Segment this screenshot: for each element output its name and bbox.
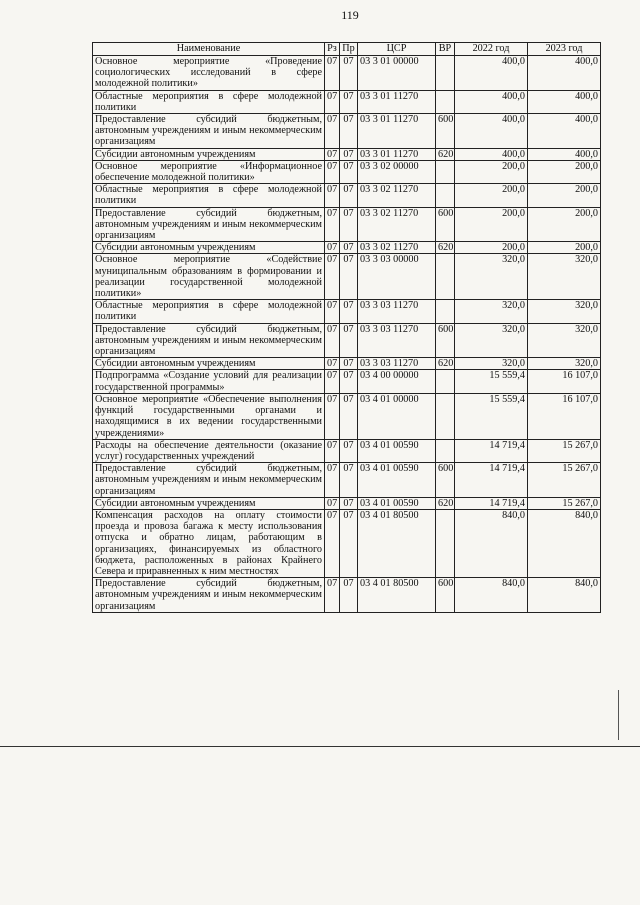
row-pr: 07 (340, 207, 358, 242)
row-csr: 03 3 02 11270 (358, 242, 436, 254)
row-rz: 07 (325, 300, 340, 323)
row-vr (436, 509, 455, 577)
row-vr: 600 (436, 463, 455, 498)
header-2023: 2023 год (528, 43, 601, 56)
row-name: Субсидии автономным учреждениям (93, 358, 325, 370)
row-vr: 600 (436, 323, 455, 358)
row-amount-2023: 200,0 (528, 184, 601, 207)
row-name: Областные мероприятия в сфере молодежной политики (93, 184, 325, 207)
row-rz: 07 (325, 148, 340, 160)
row-amount-2023: 840,0 (528, 509, 601, 577)
row-name: Подпрограмма «Создание условий для реализации государственной программы» (93, 370, 325, 393)
row-rz: 07 (325, 393, 340, 439)
budget-table (92, 42, 601, 613)
row-vr (436, 439, 455, 462)
row-pr: 07 (340, 300, 358, 323)
row-pr: 07 (340, 160, 358, 183)
row-amount-2022: 400,0 (455, 148, 528, 160)
row-csr: 03 4 01 80500 (358, 509, 436, 577)
table-row (93, 184, 601, 207)
row-amount-2022: 200,0 (455, 184, 528, 207)
row-pr: 07 (340, 254, 358, 300)
row-vr (436, 300, 455, 323)
row-vr: 600 (436, 114, 455, 149)
table-row (93, 463, 601, 498)
row-pr: 07 (340, 578, 358, 613)
row-amount-2023: 320,0 (528, 254, 601, 300)
row-vr (436, 184, 455, 207)
row-csr: 03 3 01 00000 (358, 56, 436, 91)
row-amount-2023: 400,0 (528, 148, 601, 160)
margin-mark (618, 690, 619, 740)
row-pr: 07 (340, 370, 358, 393)
row-pr: 07 (340, 463, 358, 498)
row-name: Предоставление субсидий бюджетным, автономным учреждениям и иным некоммерческим организациям (93, 114, 325, 149)
row-vr (436, 393, 455, 439)
row-amount-2022: 400,0 (455, 114, 528, 149)
header-2022: 2022 год (455, 43, 528, 56)
row-name: Субсидии автономным учреждениям (93, 148, 325, 160)
row-csr: 03 3 03 11270 (358, 323, 436, 358)
row-csr: 03 4 01 00590 (358, 463, 436, 498)
row-amount-2023: 16 107,0 (528, 393, 601, 439)
row-amount-2022: 320,0 (455, 254, 528, 300)
row-pr: 07 (340, 56, 358, 91)
table-row (93, 323, 601, 358)
row-pr: 07 (340, 497, 358, 509)
table-row (93, 160, 601, 183)
row-pr: 07 (340, 439, 358, 462)
row-csr: 03 3 02 11270 (358, 207, 436, 242)
row-amount-2023: 200,0 (528, 160, 601, 183)
row-amount-2023: 16 107,0 (528, 370, 601, 393)
table-row (93, 439, 601, 462)
row-vr (436, 56, 455, 91)
table-row (93, 497, 601, 509)
row-rz: 07 (325, 242, 340, 254)
row-amount-2022: 14 719,4 (455, 497, 528, 509)
row-amount-2022: 400,0 (455, 56, 528, 91)
row-csr: 03 3 01 11270 (358, 148, 436, 160)
row-vr: 620 (436, 497, 455, 509)
row-vr: 620 (436, 242, 455, 254)
row-name: Областные мероприятия в сфере молодежной политики (93, 300, 325, 323)
row-rz: 07 (325, 370, 340, 393)
row-pr: 07 (340, 148, 358, 160)
row-amount-2023: 200,0 (528, 242, 601, 254)
row-pr: 07 (340, 90, 358, 113)
row-amount-2023: 320,0 (528, 323, 601, 358)
table-row (93, 114, 601, 149)
row-amount-2023: 840,0 (528, 578, 601, 613)
row-amount-2022: 15 559,4 (455, 393, 528, 439)
row-rz: 07 (325, 90, 340, 113)
table-row (93, 300, 601, 323)
row-name: Основное мероприятие «Проведение социологических исследований в сфере молодежной политики» (93, 56, 325, 91)
row-amount-2022: 840,0 (455, 509, 528, 577)
row-name: Субсидии автономным учреждениям (93, 497, 325, 509)
row-pr: 07 (340, 393, 358, 439)
table-row (93, 207, 601, 242)
row-vr (436, 370, 455, 393)
table-row (93, 578, 601, 613)
row-pr: 07 (340, 509, 358, 577)
row-rz: 07 (325, 509, 340, 577)
row-amount-2022: 200,0 (455, 207, 528, 242)
table-row (93, 370, 601, 393)
divider-line (0, 746, 640, 747)
row-csr: 03 3 02 11270 (358, 184, 436, 207)
row-amount-2023: 320,0 (528, 300, 601, 323)
row-rz: 07 (325, 463, 340, 498)
row-vr: 600 (436, 578, 455, 613)
row-rz: 07 (325, 254, 340, 300)
row-rz: 07 (325, 207, 340, 242)
row-rz: 07 (325, 578, 340, 613)
row-amount-2023: 400,0 (528, 90, 601, 113)
row-csr: 03 3 03 00000 (358, 254, 436, 300)
row-amount-2022: 15 559,4 (455, 370, 528, 393)
row-name: Расходы на обеспечение деятельности (оказание услуг) государственных учреждений (93, 439, 325, 462)
row-rz: 07 (325, 497, 340, 509)
row-rz: 07 (325, 439, 340, 462)
row-amount-2023: 15 267,0 (528, 439, 601, 462)
row-amount-2022: 14 719,4 (455, 439, 528, 462)
row-csr: 03 4 01 00590 (358, 497, 436, 509)
row-amount-2022: 200,0 (455, 160, 528, 183)
row-vr (436, 160, 455, 183)
row-amount-2022: 320,0 (455, 300, 528, 323)
row-pr: 07 (340, 184, 358, 207)
table-row (93, 393, 601, 439)
row-csr: 03 4 01 00000 (358, 393, 436, 439)
row-vr (436, 90, 455, 113)
row-rz: 07 (325, 56, 340, 91)
row-amount-2023: 400,0 (528, 56, 601, 91)
row-amount-2023: 320,0 (528, 358, 601, 370)
table-row (93, 509, 601, 577)
row-rz: 07 (325, 184, 340, 207)
row-name: Предоставление субсидий бюджетным, автономным учреждениям и иным некоммерческим организациям (93, 463, 325, 498)
row-csr: 03 4 01 00590 (358, 439, 436, 462)
row-amount-2023: 15 267,0 (528, 497, 601, 509)
table-row (93, 148, 601, 160)
row-name: Основное мероприятие «Содействие муниципальным образованиям в формировании и реализации государственной молодежной политики» (93, 254, 325, 300)
row-amount-2022: 840,0 (455, 578, 528, 613)
header-csr: ЦСР (358, 43, 436, 56)
row-csr: 03 4 00 00000 (358, 370, 436, 393)
row-csr: 03 3 02 00000 (358, 160, 436, 183)
row-name: Компенсация расходов на оплату стоимости проезда и провоза багажа к месту использования отпуска и обратно лицам, работающим в организациях, финансируемых из областного бюджета, расположенных в районах Крайнего Севера и приравненных к ним местностях (93, 509, 325, 577)
row-vr: 600 (436, 207, 455, 242)
table-row (93, 358, 601, 370)
row-vr (436, 254, 455, 300)
row-rz: 07 (325, 114, 340, 149)
table-row (93, 56, 601, 91)
row-pr: 07 (340, 323, 358, 358)
row-amount-2022: 14 719,4 (455, 463, 528, 498)
header-name: Наименование (93, 43, 325, 56)
row-csr: 03 3 01 11270 (358, 114, 436, 149)
table-row (93, 254, 601, 300)
row-rz: 07 (325, 323, 340, 358)
row-amount-2022: 200,0 (455, 242, 528, 254)
row-amount-2022: 400,0 (455, 90, 528, 113)
table-row (93, 242, 601, 254)
row-amount-2022: 320,0 (455, 323, 528, 358)
page-number: 119 (341, 8, 359, 22)
row-vr: 620 (436, 148, 455, 160)
row-name: Предоставление субсидий бюджетным, автономным учреждениям и иным некоммерческим организациям (93, 207, 325, 242)
row-csr: 03 4 01 80500 (358, 578, 436, 613)
row-vr: 620 (436, 358, 455, 370)
row-name: Основное мероприятие «Информационное обеспечение молодежной политики» (93, 160, 325, 183)
row-amount-2022: 320,0 (455, 358, 528, 370)
row-pr: 07 (340, 114, 358, 149)
row-name: Основное мероприятие «Обеспечение выполнения функций государственными органами и находящимися в их ведении государственными учреждениями» (93, 393, 325, 439)
row-name: Субсидии автономным учреждениям (93, 242, 325, 254)
row-amount-2023: 15 267,0 (528, 463, 601, 498)
row-amount-2023: 400,0 (528, 114, 601, 149)
row-rz: 07 (325, 160, 340, 183)
header-vr: ВР (436, 43, 455, 56)
row-pr: 07 (340, 242, 358, 254)
header-pr: Пр (340, 43, 358, 56)
table-row (93, 90, 601, 113)
row-csr: 03 3 03 11270 (358, 300, 436, 323)
row-rz: 07 (325, 358, 340, 370)
table-header-row (93, 43, 601, 56)
header-rz: Рз (325, 43, 340, 56)
row-csr: 03 3 01 11270 (358, 90, 436, 113)
row-name: Предоставление субсидий бюджетным, автономным учреждениям и иным некоммерческим организациям (93, 578, 325, 613)
row-amount-2023: 200,0 (528, 207, 601, 242)
row-csr: 03 3 03 11270 (358, 358, 436, 370)
row-name: Предоставление субсидий бюджетным, автономным учреждениям и иным некоммерческим организациям (93, 323, 325, 358)
row-pr: 07 (340, 358, 358, 370)
row-name: Областные мероприятия в сфере молодежной политики (93, 90, 325, 113)
